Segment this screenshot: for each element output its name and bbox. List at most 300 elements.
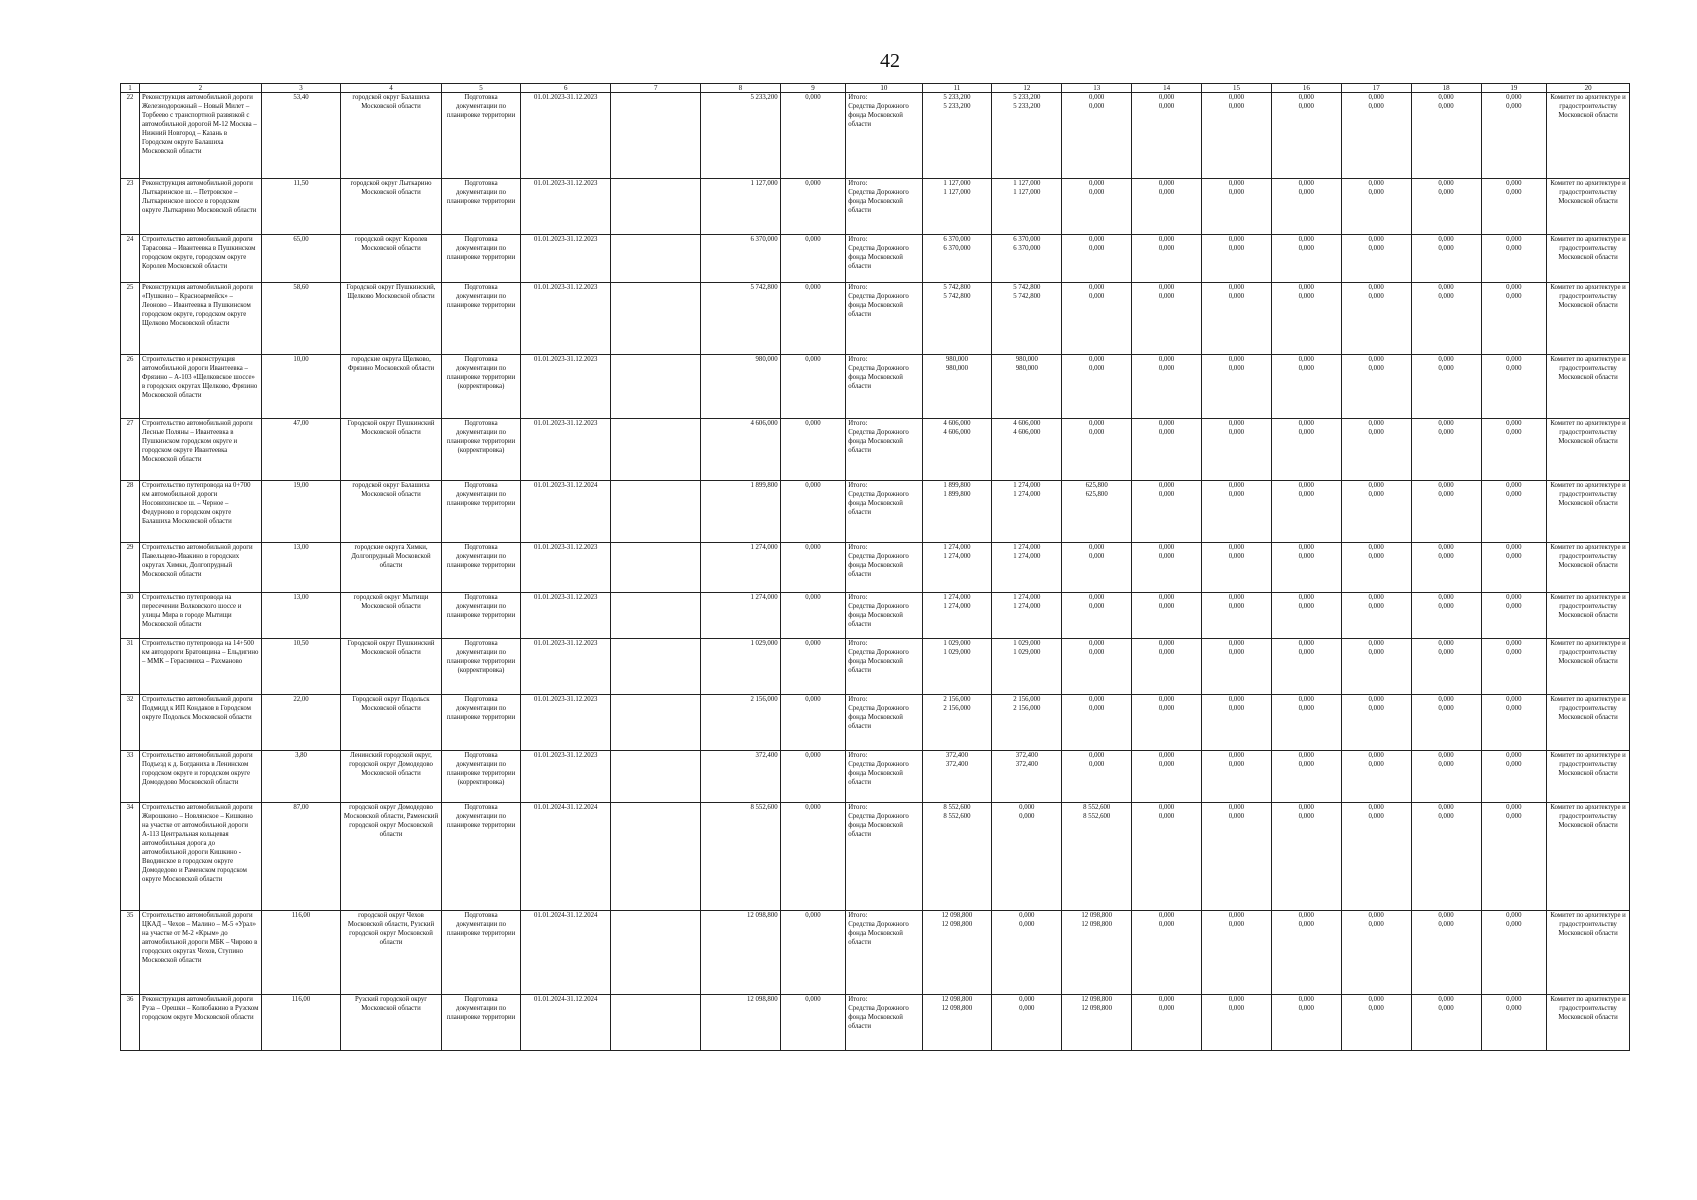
amount-fund: 1 029,000 bbox=[1013, 649, 1041, 656]
amount-cell bbox=[1202, 283, 1272, 355]
amount-fund: 0,000 bbox=[1438, 245, 1454, 252]
amount-total: 0,000 bbox=[1158, 284, 1175, 291]
column-number: 4 bbox=[341, 84, 442, 93]
amount-fund: 0,000 bbox=[1506, 603, 1522, 610]
paid-value: 0,000 bbox=[780, 179, 846, 235]
amount-cell bbox=[1062, 235, 1132, 283]
amount-fund: 980,000 bbox=[945, 365, 968, 372]
amount-fund: 0,000 bbox=[1298, 245, 1314, 252]
empty-cell bbox=[611, 803, 701, 911]
length-value: 11,50 bbox=[261, 179, 340, 235]
amount-fund: 0,000 bbox=[1438, 553, 1454, 560]
source-total-label: Итого: bbox=[848, 236, 868, 243]
period: 01.01.2023-31.12.2023 bbox=[521, 543, 611, 593]
financing-source bbox=[846, 419, 922, 481]
empty-cell bbox=[611, 93, 701, 179]
amount-cell bbox=[1202, 93, 1272, 179]
amount-total: 0,000 bbox=[1506, 696, 1522, 703]
amount-total: 0,000 bbox=[1438, 482, 1454, 489]
amount-fund: 0,000 bbox=[1089, 603, 1105, 610]
work-type: Подготовка документации по планировке территории bbox=[441, 179, 520, 235]
executor: Комитет по архитектуре и градостроительству Московской области bbox=[1547, 593, 1630, 639]
row-number: 30 bbox=[121, 593, 140, 639]
amount-fund: 0,000 bbox=[1228, 293, 1245, 300]
financing-source bbox=[846, 93, 922, 179]
empty-cell bbox=[611, 695, 701, 751]
source-fund-label: Средства Дорожного фонда Московской области bbox=[848, 921, 909, 946]
table-row bbox=[121, 543, 1630, 593]
amount-total: 0,000 bbox=[1228, 420, 1245, 427]
amount-fund: 0,000 bbox=[1019, 813, 1035, 820]
amount-total: 0,000 bbox=[1438, 640, 1454, 647]
district: Городской округ Пушкинский Московской области bbox=[341, 639, 442, 695]
amount-cell bbox=[1202, 481, 1272, 543]
period: 01.01.2023-31.12.2023 bbox=[521, 419, 611, 481]
period: 01.01.2024-31.12.2024 bbox=[521, 803, 611, 911]
length-value: 13,00 bbox=[261, 593, 340, 639]
amount-cell bbox=[992, 751, 1062, 803]
executor: Комитет по архитектуре и градостроительству Московской области bbox=[1547, 283, 1630, 355]
amount-cell bbox=[992, 93, 1062, 179]
amount-total: 0,000 bbox=[1506, 94, 1522, 101]
amount-total: 0,000 bbox=[1438, 284, 1454, 291]
amount-total: 0,000 bbox=[1158, 804, 1175, 811]
column-number: 13 bbox=[1062, 84, 1132, 93]
amount-cell bbox=[992, 481, 1062, 543]
amount-cell bbox=[1341, 93, 1411, 179]
amount-cell bbox=[1341, 419, 1411, 481]
district: Городской округ Пушкинский Московской области bbox=[341, 419, 442, 481]
amount-total: 1 127,000 bbox=[1013, 180, 1041, 187]
amount-fund: 5 233,200 bbox=[943, 103, 971, 110]
amount-cell bbox=[922, 179, 992, 235]
amount-fund: 0,000 bbox=[1438, 365, 1454, 372]
column-number: 20 bbox=[1547, 84, 1630, 93]
amount-fund: 0,000 bbox=[1228, 705, 1245, 712]
total-cost: 5 742,800 bbox=[701, 283, 780, 355]
row-number: 34 bbox=[121, 803, 140, 911]
period: 01.01.2023-31.12.2023 bbox=[521, 751, 611, 803]
amount-fund: 0,000 bbox=[1019, 921, 1035, 928]
amount-cell bbox=[1411, 355, 1481, 419]
amount-fund: 0,000 bbox=[1298, 189, 1314, 196]
amount-cell bbox=[1202, 179, 1272, 235]
paid-value: 0,000 bbox=[780, 911, 846, 995]
amount-cell bbox=[1202, 911, 1272, 995]
amount-total: 0,000 bbox=[1089, 94, 1105, 101]
amount-total: 0,000 bbox=[1158, 912, 1175, 919]
amount-fund: 0,000 bbox=[1228, 245, 1245, 252]
amount-cell bbox=[992, 639, 1062, 695]
column-number-row bbox=[121, 84, 1630, 93]
amount-fund: 0,000 bbox=[1368, 553, 1384, 560]
amount-total: 0,000 bbox=[1368, 996, 1384, 1003]
empty-cell bbox=[611, 751, 701, 803]
amount-cell bbox=[1481, 235, 1547, 283]
financing-source bbox=[846, 995, 922, 1051]
source-fund-label: Средства Дорожного фонда Московской области bbox=[848, 189, 909, 214]
period: 01.01.2024-31.12.2024 bbox=[521, 995, 611, 1051]
paid-value: 0,000 bbox=[780, 235, 846, 283]
amount-fund: 1 274,000 bbox=[943, 553, 971, 560]
amount-total: 1 899,800 bbox=[943, 482, 971, 489]
amount-cell bbox=[1132, 543, 1202, 593]
amount-cell bbox=[1202, 419, 1272, 481]
amount-cell bbox=[1481, 543, 1547, 593]
column-number: 17 bbox=[1341, 84, 1411, 93]
amount-cell bbox=[1341, 235, 1411, 283]
source-total-label: Итого: bbox=[848, 482, 868, 489]
amount-total: 0,000 bbox=[1228, 356, 1245, 363]
amount-total: 0,000 bbox=[1158, 180, 1175, 187]
column-number: 1 bbox=[121, 84, 140, 93]
amount-cell bbox=[1411, 911, 1481, 995]
amount-total: 0,000 bbox=[1158, 420, 1175, 427]
amount-cell bbox=[1202, 751, 1272, 803]
amount-fund: 625,800 bbox=[1085, 491, 1108, 498]
amount-total: 0,000 bbox=[1368, 752, 1384, 759]
row-number: 24 bbox=[121, 235, 140, 283]
amount-total: 0,000 bbox=[1368, 236, 1384, 243]
source-total-label: Итого: bbox=[848, 804, 868, 811]
amount-fund: 0,000 bbox=[1228, 921, 1245, 928]
column-number: 7 bbox=[611, 84, 701, 93]
length-value: 10,00 bbox=[261, 355, 340, 419]
amount-fund: 0,000 bbox=[1506, 245, 1522, 252]
amount-fund: 2 156,000 bbox=[1013, 705, 1041, 712]
amount-fund: 0,000 bbox=[1298, 761, 1314, 768]
amount-fund: 0,000 bbox=[1089, 761, 1105, 768]
table-body bbox=[121, 84, 1630, 1051]
amount-fund: 1 899,800 bbox=[943, 491, 971, 498]
amount-total: 0,000 bbox=[1506, 482, 1522, 489]
amount-total: 0,000 bbox=[1158, 996, 1175, 1003]
source-fund-label: Средства Дорожного фонда Московской области bbox=[848, 103, 909, 128]
object-name: Строительство путепровода на 14+500 км автодороги Братовщина – Ельдигино – ММК – Герасимиха – Рахманово bbox=[140, 639, 262, 695]
amount-total: 0,000 bbox=[1506, 420, 1522, 427]
work-type: Подготовка документации по планировке территории bbox=[441, 911, 520, 995]
row-number: 23 bbox=[121, 179, 140, 235]
source-fund-label: Средства Дорожного фонда Московской области bbox=[848, 553, 909, 578]
amount-cell bbox=[992, 419, 1062, 481]
length-value: 53,40 bbox=[261, 93, 340, 179]
amount-fund: 0,000 bbox=[1089, 245, 1105, 252]
amount-fund: 0,000 bbox=[1506, 649, 1522, 656]
amount-total: 0,000 bbox=[1368, 284, 1384, 291]
amount-fund: 0,000 bbox=[1158, 365, 1175, 372]
amount-cell bbox=[1481, 751, 1547, 803]
district: городской округ Лыткарино Московской области bbox=[341, 179, 442, 235]
amount-fund: 0,000 bbox=[1298, 365, 1314, 372]
amount-total: 2 156,000 bbox=[1013, 696, 1041, 703]
empty-cell bbox=[611, 639, 701, 695]
financing-source bbox=[846, 803, 922, 911]
amount-cell bbox=[1062, 283, 1132, 355]
amount-cell bbox=[1062, 355, 1132, 419]
district: Рузский городской округ Московской области bbox=[341, 995, 442, 1051]
object-name: Строительство автомобильной дороги ЦКАД – Чехов – Малино – М-5 «Урал» на участке от М-2 «Крым» до автомобильной дороги МБК – Чирово в городских округах Чехов, Ступино Московской области bbox=[140, 911, 262, 995]
amount-cell bbox=[1062, 911, 1132, 995]
amount-fund: 0,000 bbox=[1438, 1005, 1454, 1012]
total-cost: 8 552,600 bbox=[701, 803, 780, 911]
district: городские округа Щелково, Фрязино Московской области bbox=[341, 355, 442, 419]
table-row bbox=[121, 481, 1630, 543]
table-row bbox=[121, 283, 1630, 355]
amount-cell bbox=[1202, 235, 1272, 283]
amount-cell bbox=[922, 93, 992, 179]
amount-total: 0,000 bbox=[1438, 420, 1454, 427]
amount-cell bbox=[1132, 179, 1202, 235]
amount-fund: 0,000 bbox=[1438, 189, 1454, 196]
total-cost: 372,400 bbox=[701, 751, 780, 803]
work-type: Подготовка документации по планировке территории (корректировка) bbox=[441, 419, 520, 481]
amount-total: 0,000 bbox=[1368, 804, 1384, 811]
amount-fund: 0,000 bbox=[1506, 103, 1522, 110]
amount-cell bbox=[1481, 179, 1547, 235]
amount-total: 1 029,000 bbox=[1013, 640, 1041, 647]
object-name: Реконструкция автомобильной дороги Железнодорожный – Новый Милет – Торбеево с транспортной развязкой с автомобильной дорогой М-12 Москва – Нижний Новгород – Казань в Городском округе Балашиха Московской области bbox=[140, 93, 262, 179]
amount-total: 0,000 bbox=[1438, 594, 1454, 601]
amount-cell bbox=[1481, 803, 1547, 911]
row-number: 31 bbox=[121, 639, 140, 695]
amount-cell bbox=[1341, 695, 1411, 751]
amount-cell bbox=[1062, 803, 1132, 911]
empty-cell bbox=[611, 179, 701, 235]
amount-total: 0,000 bbox=[1298, 696, 1314, 703]
amount-total: 0,000 bbox=[1158, 696, 1175, 703]
amount-total: 5 233,200 bbox=[1013, 94, 1041, 101]
amount-total: 0,000 bbox=[1298, 356, 1314, 363]
amount-fund: 1 274,000 bbox=[1013, 491, 1041, 498]
table-row bbox=[121, 419, 1630, 481]
amount-total: 0,000 bbox=[1228, 180, 1245, 187]
paid-value: 0,000 bbox=[780, 995, 846, 1051]
row-number: 27 bbox=[121, 419, 140, 481]
amount-total: 0,000 bbox=[1368, 482, 1384, 489]
amount-total: 0,000 bbox=[1506, 594, 1522, 601]
amount-cell bbox=[1062, 751, 1132, 803]
amount-total: 0,000 bbox=[1298, 420, 1314, 427]
length-value: 47,00 bbox=[261, 419, 340, 481]
column-number: 5 bbox=[441, 84, 520, 93]
amount-total: 0,000 bbox=[1506, 236, 1522, 243]
amount-total: 0,000 bbox=[1298, 544, 1314, 551]
executor: Комитет по архитектуре и градостроительству Московской области bbox=[1547, 911, 1630, 995]
row-number: 22 bbox=[121, 93, 140, 179]
empty-cell bbox=[611, 911, 701, 995]
row-number: 29 bbox=[121, 543, 140, 593]
amount-total: 0,000 bbox=[1298, 236, 1314, 243]
amount-fund: 0,000 bbox=[1368, 365, 1384, 372]
amount-cell bbox=[1132, 751, 1202, 803]
work-type: Подготовка документации по планировке территории (корректировка) bbox=[441, 751, 520, 803]
amount-cell bbox=[1481, 639, 1547, 695]
amount-total: 0,000 bbox=[1368, 640, 1384, 647]
object-name: Строительство автомобильной дороги Тарасовка – Ивантеевка в Пушкинском городском округе, городском округе Королев Московской области bbox=[140, 235, 262, 283]
amount-cell bbox=[1481, 911, 1547, 995]
amount-cell bbox=[1411, 481, 1481, 543]
amount-fund: 0,000 bbox=[1368, 1005, 1384, 1012]
amount-cell bbox=[1271, 283, 1341, 355]
financing-source bbox=[846, 751, 922, 803]
amount-cell bbox=[922, 695, 992, 751]
source-fund-label: Средства Дорожного фонда Московской области bbox=[848, 1005, 909, 1030]
amount-cell bbox=[992, 283, 1062, 355]
amount-fund: 0,000 bbox=[1506, 813, 1522, 820]
amount-total: 0,000 bbox=[1506, 180, 1522, 187]
column-number: 2 bbox=[140, 84, 262, 93]
amount-total: 0,000 bbox=[1228, 912, 1245, 919]
amount-total: 12 098,800 bbox=[1081, 912, 1112, 919]
amount-cell bbox=[1411, 283, 1481, 355]
amount-cell bbox=[1341, 803, 1411, 911]
amount-total: 625,800 bbox=[1085, 482, 1108, 489]
amount-cell bbox=[1271, 639, 1341, 695]
amount-fund: 0,000 bbox=[1368, 705, 1384, 712]
amount-total: 0,000 bbox=[1158, 356, 1175, 363]
amount-fund: 0,000 bbox=[1158, 189, 1175, 196]
amount-total: 0,000 bbox=[1368, 696, 1384, 703]
amount-cell bbox=[1271, 911, 1341, 995]
source-total-label: Итого: bbox=[848, 356, 868, 363]
amount-cell bbox=[922, 481, 992, 543]
amount-fund: 372,400 bbox=[945, 761, 968, 768]
executor: Комитет по архитектуре и градостроительству Московской области bbox=[1547, 355, 1630, 419]
period: 01.01.2023-31.12.2023 bbox=[521, 695, 611, 751]
amount-fund: 0,000 bbox=[1228, 189, 1245, 196]
work-type: Подготовка документации по планировке территории bbox=[441, 543, 520, 593]
amount-total: 980,000 bbox=[1015, 356, 1038, 363]
amount-cell bbox=[1132, 593, 1202, 639]
executor: Комитет по архитектуре и градостроительству Московской области bbox=[1547, 803, 1630, 911]
total-cost: 1 274,000 bbox=[701, 543, 780, 593]
amount-fund: 0,000 bbox=[1506, 293, 1522, 300]
paid-value: 0,000 bbox=[780, 803, 846, 911]
amount-cell bbox=[1062, 419, 1132, 481]
paid-value: 0,000 bbox=[780, 695, 846, 751]
paid-value: 0,000 bbox=[780, 481, 846, 543]
amount-total: 8 552,600 bbox=[1083, 804, 1111, 811]
amount-fund: 0,000 bbox=[1228, 103, 1245, 110]
amount-cell bbox=[1062, 593, 1132, 639]
amount-cell bbox=[992, 911, 1062, 995]
amount-fund: 12 098,800 bbox=[941, 1005, 973, 1012]
amount-total: 0,000 bbox=[1298, 94, 1314, 101]
length-value: 22,00 bbox=[261, 695, 340, 751]
amount-cell bbox=[922, 751, 992, 803]
row-number: 33 bbox=[121, 751, 140, 803]
object-name: Строительство автомобильной дороги Жирошкино – Новлянское – Кишкино на участке от автомобильной дороги А-113 Центральная кольцевая автомобильная дорога до автомобильной дороги Кишкино - Вводинское в городском округе Домодедово и Раменском городском округе Московской области bbox=[140, 803, 262, 911]
amount-fund: 0,000 bbox=[1506, 189, 1522, 196]
amount-total: 1 274,000 bbox=[1013, 482, 1041, 489]
row-number: 25 bbox=[121, 283, 140, 355]
amount-total: 372,400 bbox=[945, 752, 968, 759]
source-total-label: Итого: bbox=[848, 94, 868, 101]
amount-total: 0,000 bbox=[1089, 356, 1105, 363]
amount-cell bbox=[1132, 419, 1202, 481]
period: 01.01.2024-31.12.2024 bbox=[521, 911, 611, 995]
amount-cell bbox=[1341, 911, 1411, 995]
source-total-label: Итого: bbox=[848, 180, 868, 187]
amount-cell bbox=[1202, 695, 1272, 751]
amount-fund: 0,000 bbox=[1158, 245, 1175, 252]
amount-fund: 5 233,200 bbox=[1013, 103, 1041, 110]
amount-fund: 0,000 bbox=[1438, 429, 1454, 436]
amount-total: 8 552,600 bbox=[943, 804, 971, 811]
amount-total: 0,000 bbox=[1438, 804, 1454, 811]
amount-total: 0,000 bbox=[1298, 640, 1314, 647]
amount-total: 1 274,000 bbox=[943, 594, 971, 601]
amount-fund: 0,000 bbox=[1089, 429, 1105, 436]
amount-cell bbox=[922, 911, 992, 995]
amount-total: 0,000 bbox=[1506, 996, 1522, 1003]
total-cost: 1 029,000 bbox=[701, 639, 780, 695]
amount-total: 0,000 bbox=[1368, 594, 1384, 601]
amount-fund: 0,000 bbox=[1368, 813, 1384, 820]
amount-total: 0,000 bbox=[1228, 594, 1245, 601]
amount-fund: 0,000 bbox=[1158, 1005, 1175, 1012]
row-number: 28 bbox=[121, 481, 140, 543]
amount-cell bbox=[1062, 543, 1132, 593]
amount-cell bbox=[992, 695, 1062, 751]
amount-fund: 1 274,000 bbox=[943, 603, 971, 610]
amount-fund: 0,000 bbox=[1368, 649, 1384, 656]
amount-fund: 0,000 bbox=[1438, 813, 1454, 820]
amount-total: 0,000 bbox=[1089, 752, 1105, 759]
period: 01.01.2023-31.12.2023 bbox=[521, 639, 611, 695]
amount-cell bbox=[1062, 639, 1132, 695]
amount-cell bbox=[1341, 995, 1411, 1051]
amount-fund: 0,000 bbox=[1019, 1005, 1035, 1012]
amount-fund: 6 370,000 bbox=[943, 245, 971, 252]
executor: Комитет по архитектуре и градостроительству Московской области bbox=[1547, 695, 1630, 751]
object-name: Строительство путепровода на пересечении Волковского шоссе и улицы Мира в городе Мытищи Московской области bbox=[140, 593, 262, 639]
amount-cell bbox=[1062, 481, 1132, 543]
total-cost: 980,000 bbox=[701, 355, 780, 419]
amount-fund: 0,000 bbox=[1089, 553, 1105, 560]
amount-fund: 0,000 bbox=[1298, 603, 1314, 610]
column-number: 12 bbox=[992, 84, 1062, 93]
paid-value: 0,000 bbox=[780, 751, 846, 803]
work-type: Подготовка документации по планировке территории bbox=[441, 803, 520, 911]
amount-fund: 0,000 bbox=[1089, 103, 1105, 110]
amount-cell bbox=[1271, 995, 1341, 1051]
amount-total: 0,000 bbox=[1089, 544, 1105, 551]
amount-total: 0,000 bbox=[1438, 696, 1454, 703]
amount-total: 0,000 bbox=[1158, 236, 1175, 243]
table-row bbox=[121, 639, 1630, 695]
source-fund-label: Средства Дорожного фонда Московской области bbox=[848, 603, 909, 628]
amount-fund: 0,000 bbox=[1506, 429, 1522, 436]
amount-total: 0,000 bbox=[1298, 284, 1314, 291]
amount-total: 980,000 bbox=[945, 356, 968, 363]
source-fund-label: Средства Дорожного фонда Московской области bbox=[848, 813, 909, 838]
amount-cell bbox=[992, 355, 1062, 419]
length-value: 87,00 bbox=[261, 803, 340, 911]
empty-cell bbox=[611, 995, 701, 1051]
source-total-label: Итого: bbox=[848, 420, 868, 427]
amount-total: 0,000 bbox=[1506, 640, 1522, 647]
amount-total: 0,000 bbox=[1158, 544, 1175, 551]
amount-total: 0,000 bbox=[1228, 94, 1245, 101]
paid-value: 0,000 bbox=[780, 355, 846, 419]
amount-fund: 0,000 bbox=[1089, 189, 1105, 196]
amount-total: 0,000 bbox=[1368, 356, 1384, 363]
executor: Комитет по архитектуре и градостроительству Московской области bbox=[1547, 179, 1630, 235]
amount-total: 0,000 bbox=[1089, 420, 1105, 427]
amount-total: 0,000 bbox=[1298, 912, 1314, 919]
amount-cell bbox=[1481, 481, 1547, 543]
